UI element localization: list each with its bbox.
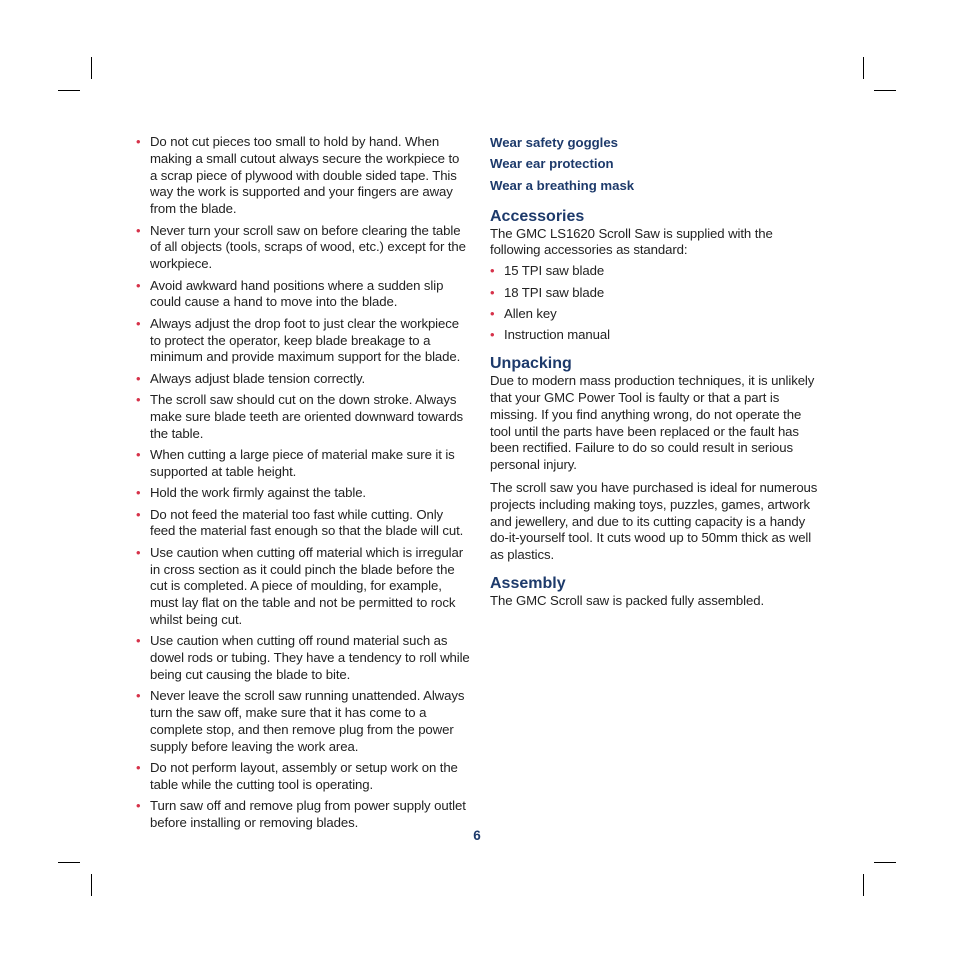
bullet-icon: • (136, 447, 141, 463)
list-item: • Do not cut pieces too small to hold by hand. When making a small cutout always secure the workpiece to a scrap piece of plywood with double sided tape. This way the work is supported and your fingers are away from the blade. (136, 134, 460, 217)
safety-warnings-column (136, 134, 470, 837)
bullet-icon: • (136, 485, 141, 501)
list-item: • The scroll saw should cut on the down stroke. Always make sure blade teeth are oriented downward towards the table. (136, 392, 464, 441)
list-item: • Use caution when cutting off round material such as dowel rods or tubing. They have a tendency to roll while being cut causing the blade to bite. (136, 633, 470, 683)
list-item: • Do not perform layout, assembly or setup work on the table while the cutting tool is operating. (136, 760, 458, 793)
crop-mark (58, 90, 80, 91)
bullet-icon: • (136, 277, 141, 293)
safety-gear-mask: Wear a breathing mask (490, 177, 635, 193)
list-item: • 18 TPI saw blade (490, 284, 605, 300)
crop-mark (863, 57, 864, 79)
accessories-intro: The GMC LS1620 Scroll Saw is supplied with the following accessories as standard: (490, 225, 773, 258)
crop-mark (874, 90, 896, 91)
accessories-list (490, 263, 820, 344)
list-item: • Turn saw off and remove plug from power supply outlet before installing or removing blades. (136, 798, 466, 831)
list-item: • Hold the work firmly against the table. (136, 485, 366, 501)
bullet-icon: • (136, 544, 141, 560)
bullet-icon: • (136, 760, 141, 776)
list-item: • Instruction manual (490, 327, 610, 343)
bullet-icon: • (136, 315, 141, 331)
list-item: • Use caution when cutting off material which is irregular in cross section as it could pinch the blade before the cut is completed. A piece of moulding, for example, must lay flat on the table and not be permitted to rock whilst being cut. (136, 544, 464, 628)
list-item: • Do not feed the material too fast while cutting. Only feed the material fast enough so that the blade will cut. (136, 506, 464, 539)
bullet-icon: • (490, 263, 495, 279)
bullet-icon: • (136, 798, 141, 814)
safety-warnings-list (136, 134, 470, 832)
list-item: • When cutting a large piece of material make sure it is supported at table height. (136, 447, 455, 479)
bullet-icon: • (490, 327, 495, 343)
bullet-icon: • (136, 688, 141, 704)
crop-mark (91, 57, 92, 79)
unpacking-paragraph: The scroll saw you have purchased is ideal for numerous projects including making toys, puzzles, games, artwork and jewellery, and due to its cutting capacity is a handy do-it-yourself tool. It cuts wood up to 50mm thick as well as plastics. (490, 479, 818, 563)
info-column (490, 135, 820, 614)
page-number: 6 (473, 828, 481, 843)
list-item: • Avoid awkward hand positions where a sudden slip could cause a hand to move into the blade. (136, 277, 444, 310)
bullet-icon: • (136, 506, 141, 522)
list-item: • Always adjust the drop foot to just clear the workpiece to protect the operator, keep blade breakage to a minimum and provide maximum support for the blade. (136, 315, 461, 365)
assembly-text: The GMC Scroll saw is packed fully assembled. (490, 592, 765, 608)
crop-mark (863, 874, 864, 896)
bullet-icon: • (490, 284, 495, 300)
list-item: • Never leave the scroll saw running unattended. Always turn the saw off, make sure that it has come to a complete stop, and then remove plug from the power supply before leaving the work area. (136, 688, 465, 754)
bullet-icon: • (136, 222, 141, 238)
bullet-icon: • (136, 633, 141, 649)
list-item: • Allen key (490, 305, 557, 321)
crop-mark (874, 862, 896, 863)
assembly-heading: Assembly (490, 574, 566, 592)
bullet-icon: • (490, 305, 495, 321)
bullet-icon: • (136, 370, 141, 386)
accessories-heading: Accessories (490, 207, 585, 225)
safety-gear-goggles: Wear safety goggles (490, 135, 619, 150)
safety-gear-ear-protection: Wear ear protection (490, 156, 614, 172)
crop-mark (58, 862, 80, 863)
list-item: • Never turn your scroll saw on before clearing the table of all objects (tools, scraps of wood, etc.) except for the workpiece. (136, 222, 466, 272)
crop-mark (91, 874, 92, 896)
list-item: • 15 TPI saw blade (490, 263, 605, 279)
unpacking-paragraph: Due to modern mass production techniques, it is unlikely that your GMC Power Tool is faulty or that a part is missing. If you find anything wrong, do not operate the tool until the parts have been replaced or the fault has been rectified. Failure to do so could result in serious personal injury. (490, 373, 815, 473)
bullet-icon: • (136, 392, 141, 408)
bullet-icon: • (136, 134, 141, 149)
unpacking-heading: Unpacking (490, 355, 572, 373)
list-item: • Always adjust blade tension correctly. (136, 370, 366, 386)
